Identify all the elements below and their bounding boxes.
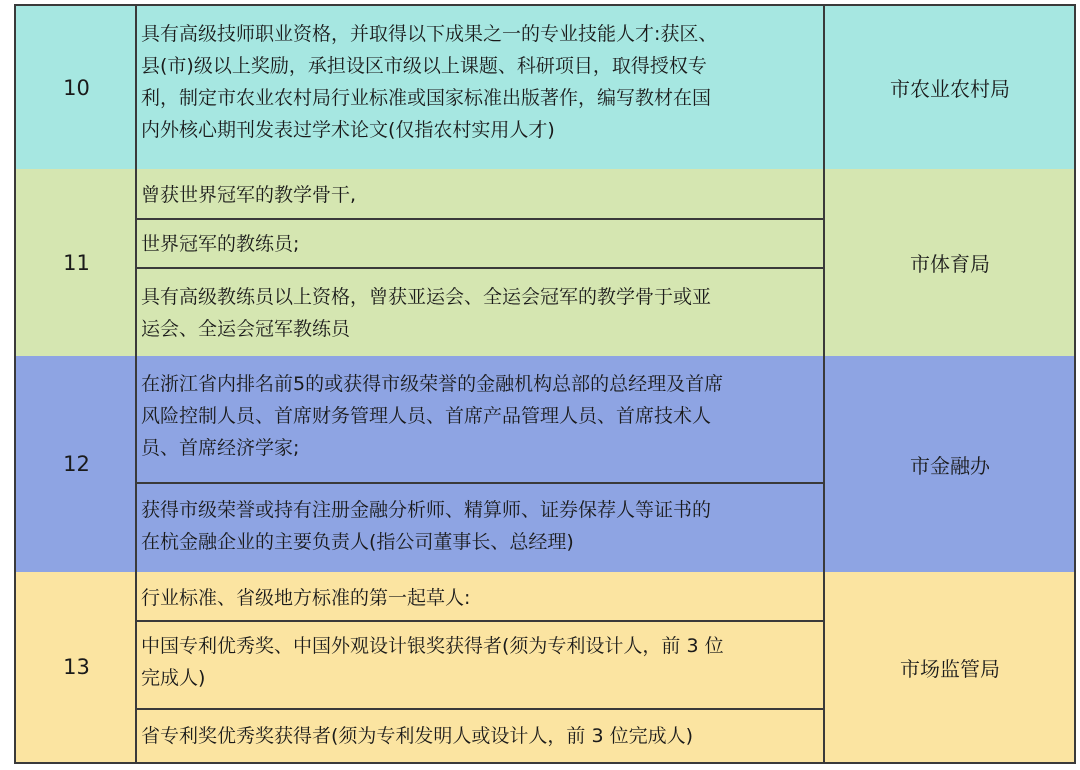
criteria-text: 世界冠军的教练员; [141,233,300,255]
row-number: 11 [63,250,90,275]
row-number: 10 [63,75,90,100]
criteria-text: 行业标准、省级地方标准的第一起草人: [141,587,471,609]
table-row-10 [14,4,1076,171]
criteria-text: 中国专利优秀奖、中国外观设计银奖获得者(须为专利设计人，前 3 位 完成人) [141,635,724,689]
department-label: 市体育局 [910,252,990,276]
divider [823,169,825,356]
criteria-cell [137,356,823,572]
table-row-13 [14,572,1076,764]
criteria-subcell [137,484,823,572]
department-label: 市农业农村局 [890,77,1010,101]
criteria-text: 具有高级教练员以上资格，曾获亚运会、全运会冠军的教学骨于或亚 运会、全运会冠军教练员 [141,286,712,340]
divider [823,572,825,762]
divider [823,356,825,572]
criteria-subcell [137,572,823,622]
department-label: 市场监管局 [900,656,1000,681]
criteria-text: 获得市级荣誉或持有注册金融分析师、精算师、证券保荐人等证书的 在杭金融企业的主要负责人(指公司董事长、总经理) [141,499,712,553]
criteria-subcell [137,169,823,221]
table-row-11 [14,169,1076,358]
criteria-text: 省专利奖优秀奖获得者(须为专利发明人或设计人，前 3 位完成人) [141,725,693,747]
table-row-12 [14,356,1076,574]
criteria-subcell [137,269,823,356]
criteria-subcell [137,220,823,272]
criteria-text: 曾获世界冠军的教学骨干, [141,184,357,206]
criteria-text: 具有高级技师职业资格，并取得以下成果之一的专业技能人才:获区、 县(市)级以上奖励，承担设区市级以上课题、科研项目，取得授权专 利，制定市农业农村局行业标准或国家标准出版著作，编写教材在国 内外核心期刊发表过学术论文(仅指农村实用人才) [141,23,718,141]
row-number: 13 [63,655,90,679]
criteria-cell [137,572,823,762]
row-number: 12 [63,452,90,476]
criteria-cell [137,169,823,356]
criteria-subcell [137,622,823,710]
divider [823,6,825,169]
criteria-text: 在浙江省内排名前5的或获得市级荣誉的金融机构总部的总经理及首席 风险控制人员、首席财务管理人员、首席产品管理人员、首席技术人 员、首席经济学家; [141,373,724,459]
criteria-cell [137,6,823,169]
department-label: 市金融办 [910,453,990,478]
criteria-subcell [137,710,823,762]
criteria-subcell [137,356,823,484]
